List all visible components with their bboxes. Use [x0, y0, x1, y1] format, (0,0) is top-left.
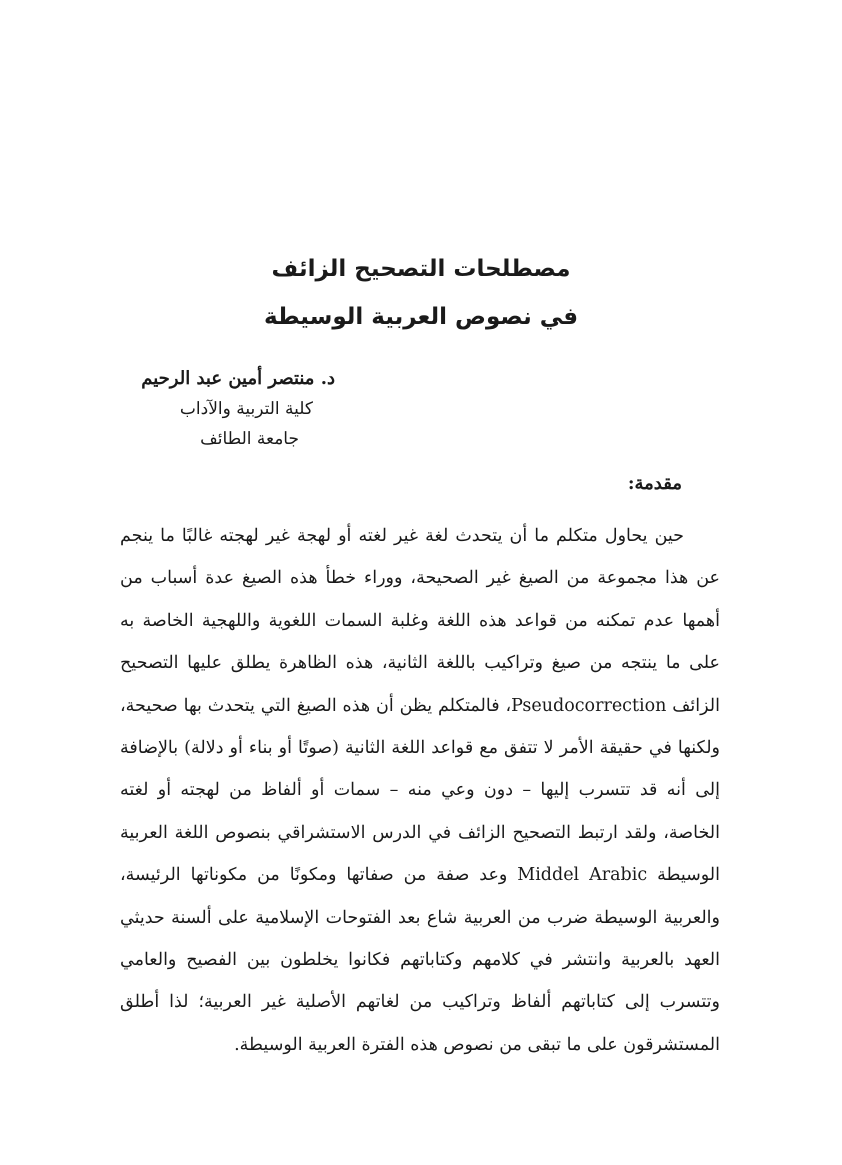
title-block [200, 245, 642, 341]
title-line-2: في نصوص العربية الوسيطة [263, 304, 579, 330]
author-university: جامعة الطائف [200, 429, 299, 449]
author-faculty: كلية التربية والآداب [179, 399, 313, 419]
author-block [141, 364, 335, 454]
section-heading: مقدمة: [627, 473, 682, 494]
title-line-1: مصطلحات التصحيح الزائف [271, 256, 571, 282]
author-name: د. منتصر أمين عبد الرحيم [141, 368, 335, 389]
body-paragraph: حين يحاول متكلم ما أن يتحدث لغة غير لغته أو لهجة غير لهجته غالبًا ما ينجم عن هذا مجموعة من الصيغ غير الصحيحة، ووراء خطأ هذه الصيغ عدة أسباب من أهمها عدم تمكنه من قواعد هذه اللغة وغلبة السمات اللغوية واللهجية الخاصة به على ما ينتجه من صيغ وتراكيب باللغة الثانية، هذه الظاهرة يطلق عليها التصحيح الزائف Pseudocorrection، فالمتكلم يظن أن هذه الصيغ التي يتحدث بها صحيحة، ولكنها في حقيقة الأمر لا تتفق مع قواعد اللغة الثانية (صوتًا أو بناء أو دلالة) بالإضافة إلى أنه قد تتسرب إليها – دون وعي منه – سمات أو ألفاظ من لهجته أو لغته الخاصة، ولقد ارتبط التصحيح الزائف في الدرس الاستشراقي بنصوص اللغة العربية الوسيطة Middel Arabic وعد صفة من صفاتها ومكونًا من مكوناتها الرئيسة، والعربية الوسيطة ضرب من العربية شاع بعد الفتوحات الإسلامية على ألسنة حديثي العهد بالعربية وانتشر في كلامهم وكتاباتهم فكانوا يخلطون بين الفصيح والعامي وتتسرب إلى كتاباتهم ألفاظ وتراكيب من لغاتهم الأصلية غير العربية؛ لذا أطلق المستشرقون على ما تبقى من نصوص هذه الفترة العربية الوسيطة. [120, 526, 720, 1055]
